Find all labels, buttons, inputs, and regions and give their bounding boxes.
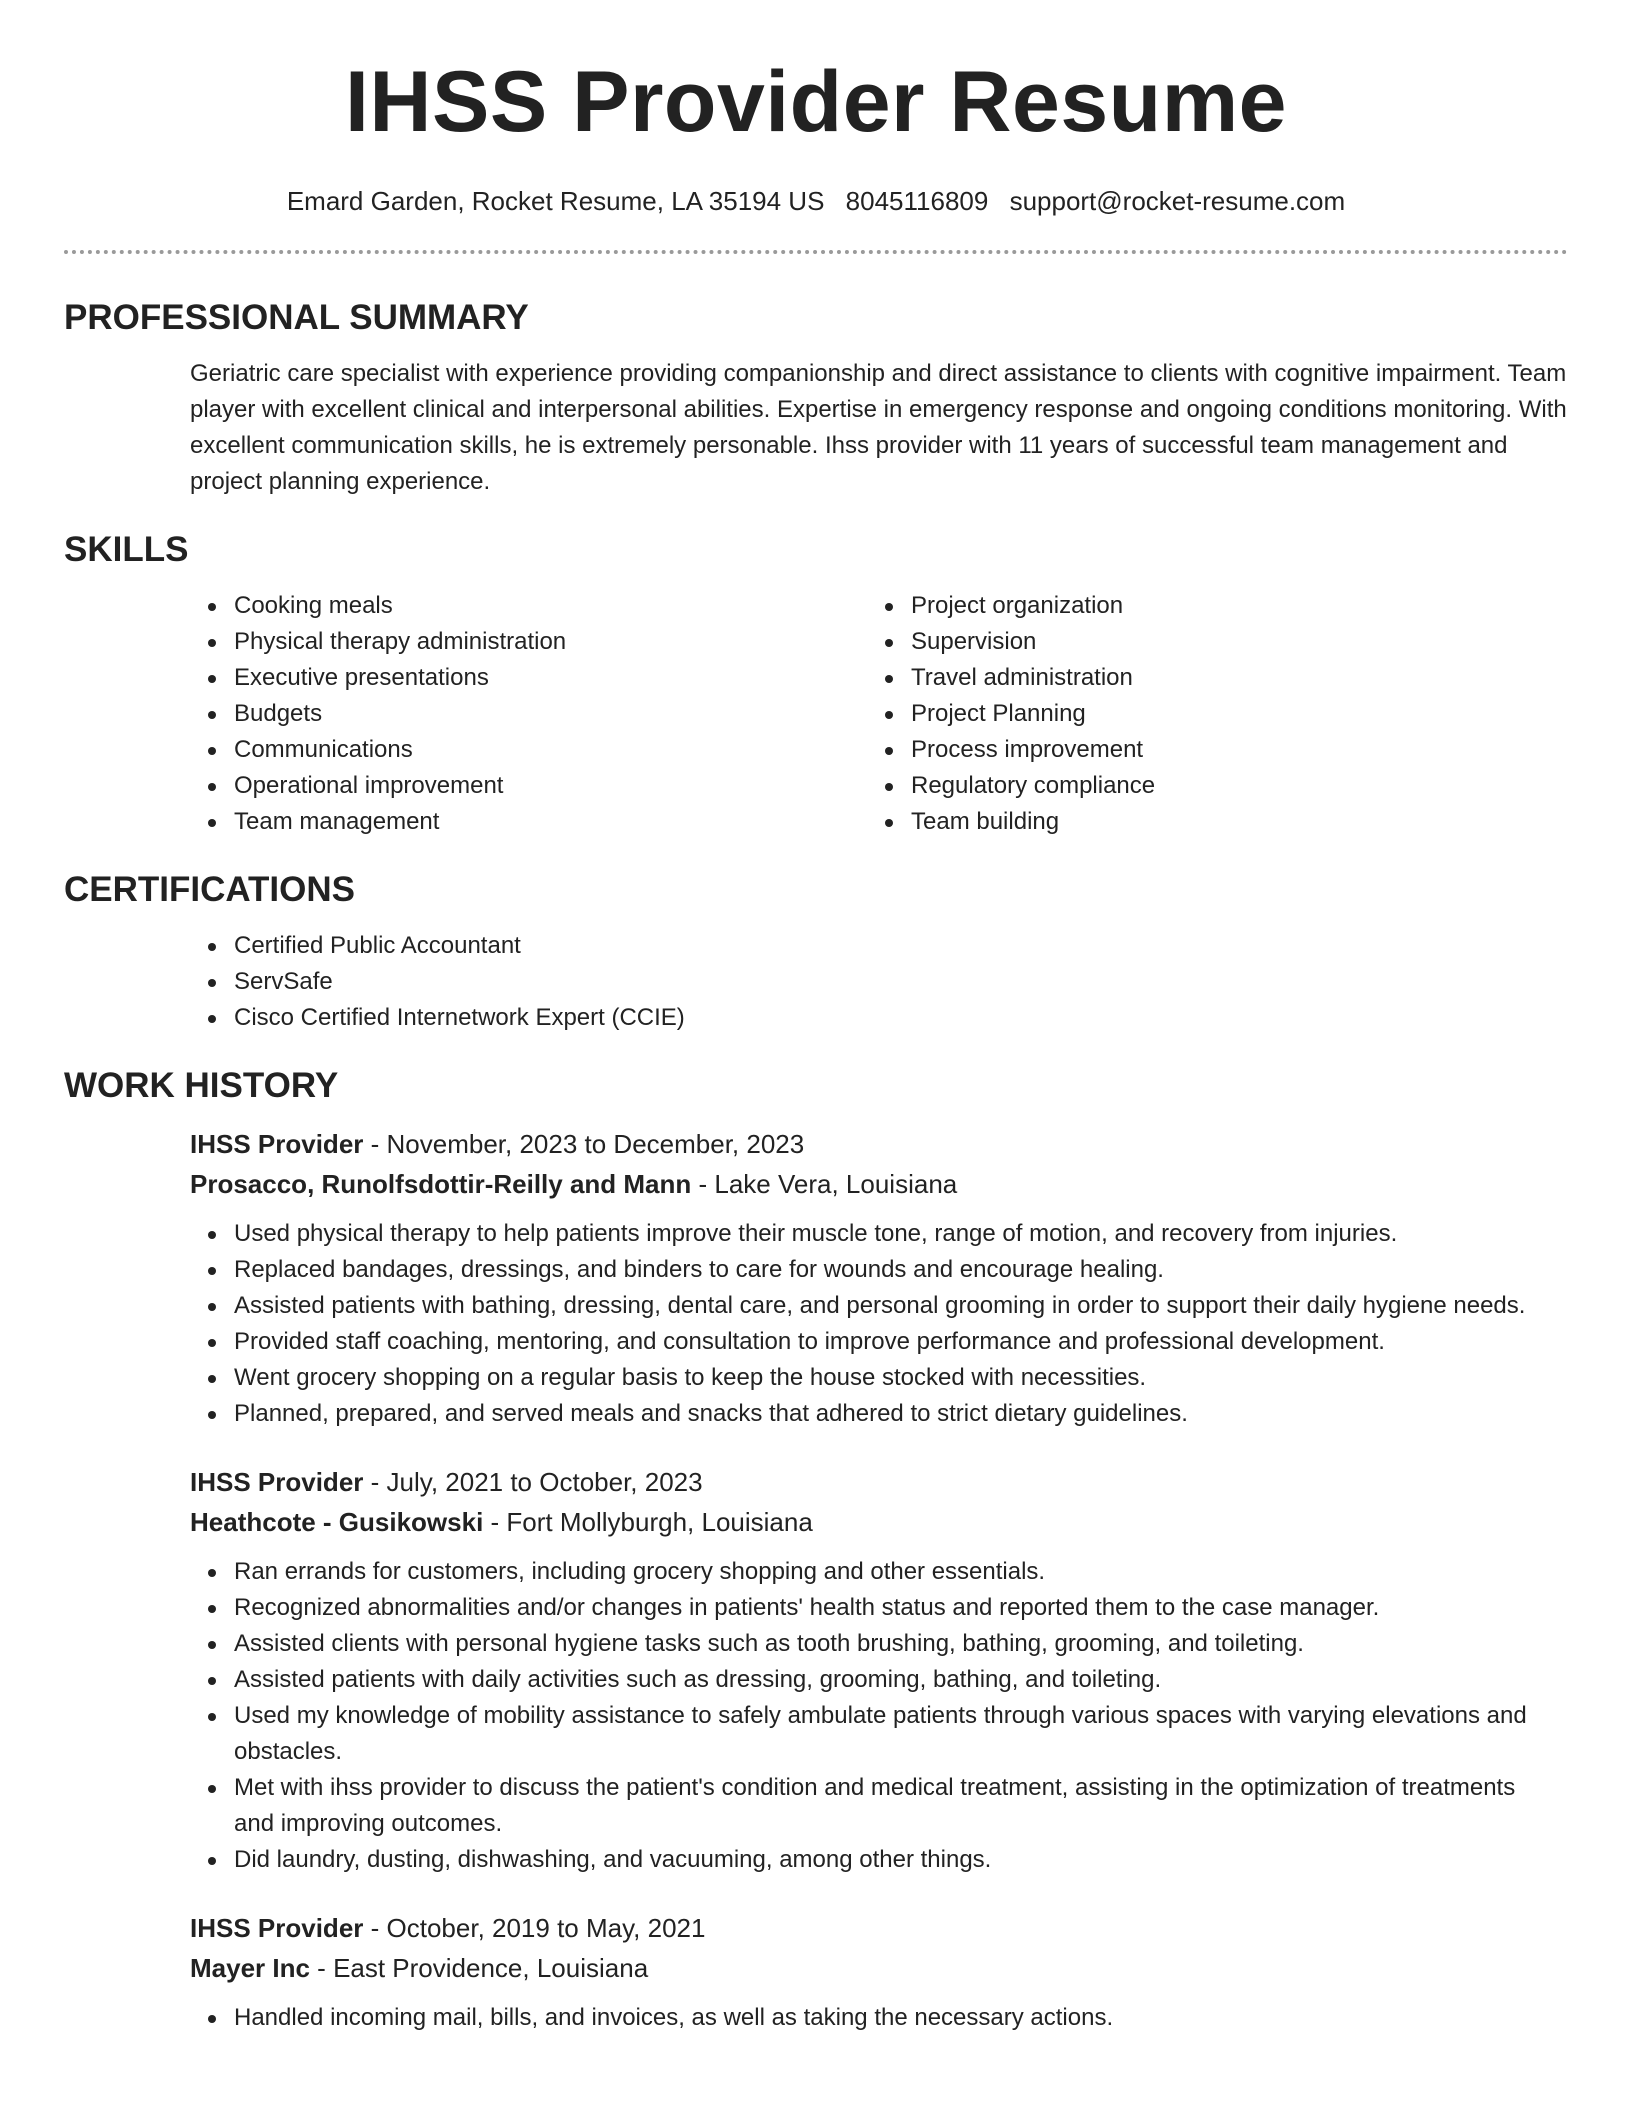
skill-item: Physical therapy administration	[234, 624, 891, 660]
summary-heading: PROFESSIONAL SUMMARY	[64, 298, 529, 337]
skill-item: Regulatory compliance	[911, 768, 1568, 804]
certifications-list	[64, 928, 1568, 1036]
job-company-line: Heathcote - Gusikowski - Fort Mollyburgh, Louisiana	[190, 1507, 813, 1537]
resume-title: IHSS Provider Resume	[344, 54, 1288, 150]
job-bullet: Handled incoming mail, bills, and invoices, as well as taking the necessary actions.	[234, 2000, 1568, 2036]
job-bullet: Used my knowledge of mobility assistance to safely ambulate patients through various spaces with varying elevations and obstacles.	[234, 1698, 1568, 1770]
job-location: Fort Mollyburgh, Louisiana	[506, 1507, 813, 1537]
skills-heading: SKILLS	[64, 530, 189, 569]
job-company-line: Prosacco, Runolfsdottir-Reilly and Mann - Lake Vera, Louisiana	[190, 1169, 958, 1199]
job-title: IHSS Provider	[190, 1467, 364, 1497]
job-company: Heathcote - Gusikowski	[190, 1507, 484, 1537]
skill-item: Project Planning	[911, 696, 1568, 732]
skills-column-left	[64, 588, 891, 840]
job-company: Prosacco, Runolfsdottir-Reilly and Mann	[190, 1169, 692, 1199]
certifications-heading: CERTIFICATIONS	[64, 870, 356, 909]
job-title-line: IHSS Provider - November, 2023 to December, 2023	[190, 1129, 805, 1159]
job-bullets	[64, 1554, 1568, 1878]
job-entry	[190, 1124, 1568, 1204]
job-bullets	[64, 2000, 1568, 2036]
job-title: IHSS Provider	[190, 1913, 364, 1943]
skill-item: Communications	[234, 732, 891, 768]
skill-item: Project organization	[911, 588, 1568, 624]
job-bullets	[64, 1216, 1568, 1432]
job-bullet: Assisted clients with personal hygiene tasks such as tooth brushing, bathing, grooming, and toileting.	[234, 1626, 1568, 1662]
job-dates: July, 2021 to October, 2023	[386, 1467, 703, 1497]
skill-item: Supervision	[911, 624, 1568, 660]
job-title-line: IHSS Provider - July, 2021 to October, 2023	[190, 1467, 703, 1497]
job-bullet: Assisted patients with daily activities such as dressing, grooming, bathing, and toileting.	[234, 1662, 1568, 1698]
job-bullet: Recognized abnormalities and/or changes in patients' health status and reported them to the case manager.	[234, 1590, 1568, 1626]
job-dates: November, 2023 to December, 2023	[386, 1129, 805, 1159]
skill-item: Budgets	[234, 696, 891, 732]
job-bullet: Assisted patients with bathing, dressing, dental care, and personal grooming in order to support their daily hygiene needs.	[234, 1288, 1568, 1324]
job-location: East Providence, Louisiana	[333, 1953, 649, 1983]
job-entry	[190, 1462, 1568, 1542]
job-company: Mayer Inc	[190, 1953, 310, 1983]
skill-item: Travel administration	[911, 660, 1568, 696]
skills-column-right	[911, 588, 1568, 840]
job-bullet: Ran errands for customers, including grocery shopping and other essentials.	[234, 1554, 1568, 1590]
job-bullet: Did laundry, dusting, dishwashing, and vacuuming, among other things.	[234, 1842, 1568, 1878]
skill-item: Process improvement	[911, 732, 1568, 768]
contact-email[interactable]: support@rocket-resume.com	[1009, 186, 1346, 216]
job-dates: October, 2019 to May, 2021	[386, 1913, 706, 1943]
job-title-line: IHSS Provider - October, 2019 to May, 2021	[190, 1913, 706, 1943]
contact-line	[64, 186, 1568, 216]
work-history-heading: WORK HISTORY	[64, 1066, 339, 1105]
contact-address: Emard Garden, Rocket Resume, LA 35194 US	[286, 186, 825, 216]
contact-phone: 8045116809	[845, 186, 989, 216]
job-bullet: Replaced bandages, dressings, and binders to care for wounds and encourage healing.	[234, 1252, 1568, 1288]
job-location: Lake Vera, Louisiana	[714, 1169, 958, 1199]
skill-item: Executive presentations	[234, 660, 891, 696]
job-bullet: Provided staff coaching, mentoring, and consultation to improve performance and professional development.	[234, 1324, 1568, 1360]
job-bullet: Planned, prepared, and served meals and snacks that adhered to strict dietary guidelines.	[234, 1396, 1568, 1432]
skill-item: Team building	[911, 804, 1568, 840]
skill-item: Team management	[234, 804, 891, 840]
job-company-line: Mayer Inc - East Providence, Louisiana	[190, 1953, 649, 1983]
job-title: IHSS Provider	[190, 1129, 364, 1159]
certification-item: ServSafe	[234, 964, 1568, 1000]
skills-list	[64, 588, 1568, 840]
job-entry	[190, 1908, 1568, 1988]
job-bullet: Met with ihss provider to discuss the patient's condition and medical treatment, assisting in the optimization of treatments and improving outcomes.	[234, 1770, 1568, 1842]
skill-item: Operational improvement	[234, 768, 891, 804]
skill-item: Cooking meals	[234, 588, 891, 624]
summary-text: Geriatric care specialist with experience providing companionship and direct assistance to clients with cognitive impairment. Team player with excellent clinical and interpersonal abilities. Expertise in emergency response and ongoing conditions monitoring. With excellent communication skills, he is extremely personable. Ihss provider with 11 years of successful team management and project planning experience.	[190, 360, 1567, 495]
certification-item: Cisco Certified Internetwork Expert (CCIE)	[234, 1000, 1568, 1036]
job-bullet: Used physical therapy to help patients improve their muscle tone, range of motion, and recovery from injuries.	[234, 1216, 1568, 1252]
certification-item: Certified Public Accountant	[234, 928, 1568, 964]
header-divider	[64, 250, 1568, 254]
job-bullet: Went grocery shopping on a regular basis to keep the house stocked with necessities.	[234, 1360, 1568, 1396]
